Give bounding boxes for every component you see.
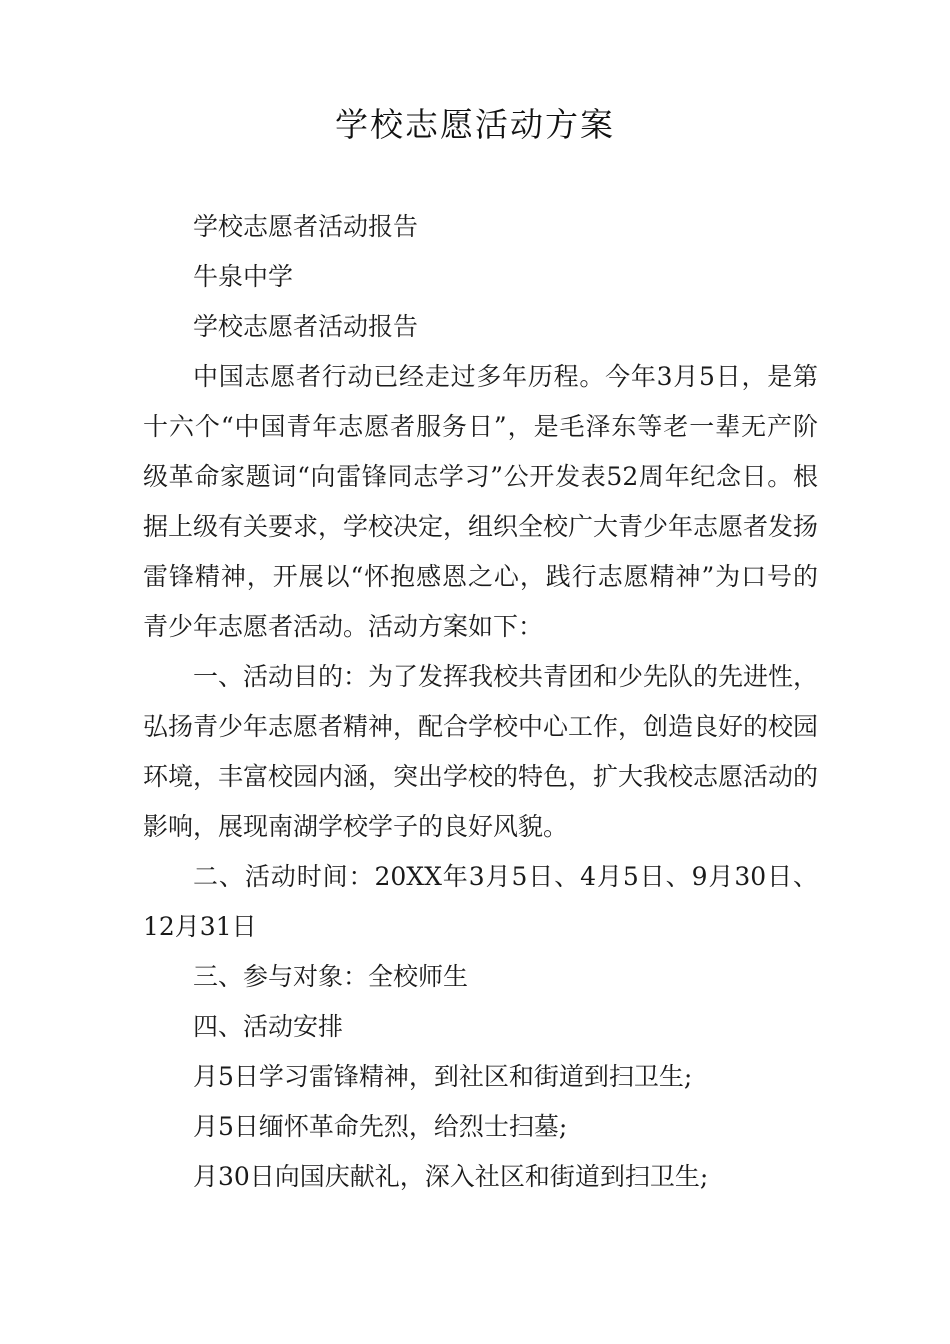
paragraph-activity-time: 二、活动时间：20XX年3月5日、4月5日、9月30日、12月31日: [143, 862, 818, 941]
paragraph-arrangement-item: 月5日缅怀革命先烈，给烈士扫墓;: [193, 1112, 568, 1141]
paragraph-activity-arrangement: 四、活动安排: [193, 1012, 344, 1041]
document-title: 学校志愿活动方案: [335, 105, 615, 144]
paragraph-introduction: 中国志愿者行动已经走过多年历程。今年3月5日，是第十六个“中国青年志愿者服务日”，是毛泽东等老一辈无产阶级革命家题词“向雷锋同志学习”公开发表52周年纪念日。根据上级有关要求，学校决定，组织全校广大青少年志愿者发扬雷锋精神，开展以“怀抱感恩之心，践行志愿精神”为口号的青少年志愿者活动。活动方案如下：: [143, 362, 819, 641]
paragraph-participants: 三、参与对象：全校师生: [193, 962, 469, 991]
paragraph-arrangement-item: 月30日向国庆献礼，深入社区和街道到扫卫生;: [193, 1162, 709, 1191]
paragraph-report-heading: 学校志愿者活动报告: [193, 212, 419, 241]
document-body: [143, 202, 818, 1202]
paragraph-activity-purpose: 一、活动目的：为了发挥我校共青团和少先队的先进性，弘扬青少年志愿者精神，配合学校中心工作，创造良好的校园环境，丰富校园内涵，突出学校的特色，扩大我校志愿活动的影响，展现南湖学校学子的良好风貌。: [143, 662, 819, 841]
paragraph-report-heading-repeat: 学校志愿者活动报告: [193, 312, 419, 341]
paragraph-arrangement-item: 月5日学习雷锋精神，到社区和街道到扫卫生;: [193, 1062, 693, 1091]
paragraph-school-name: 牛泉中学: [193, 262, 294, 291]
